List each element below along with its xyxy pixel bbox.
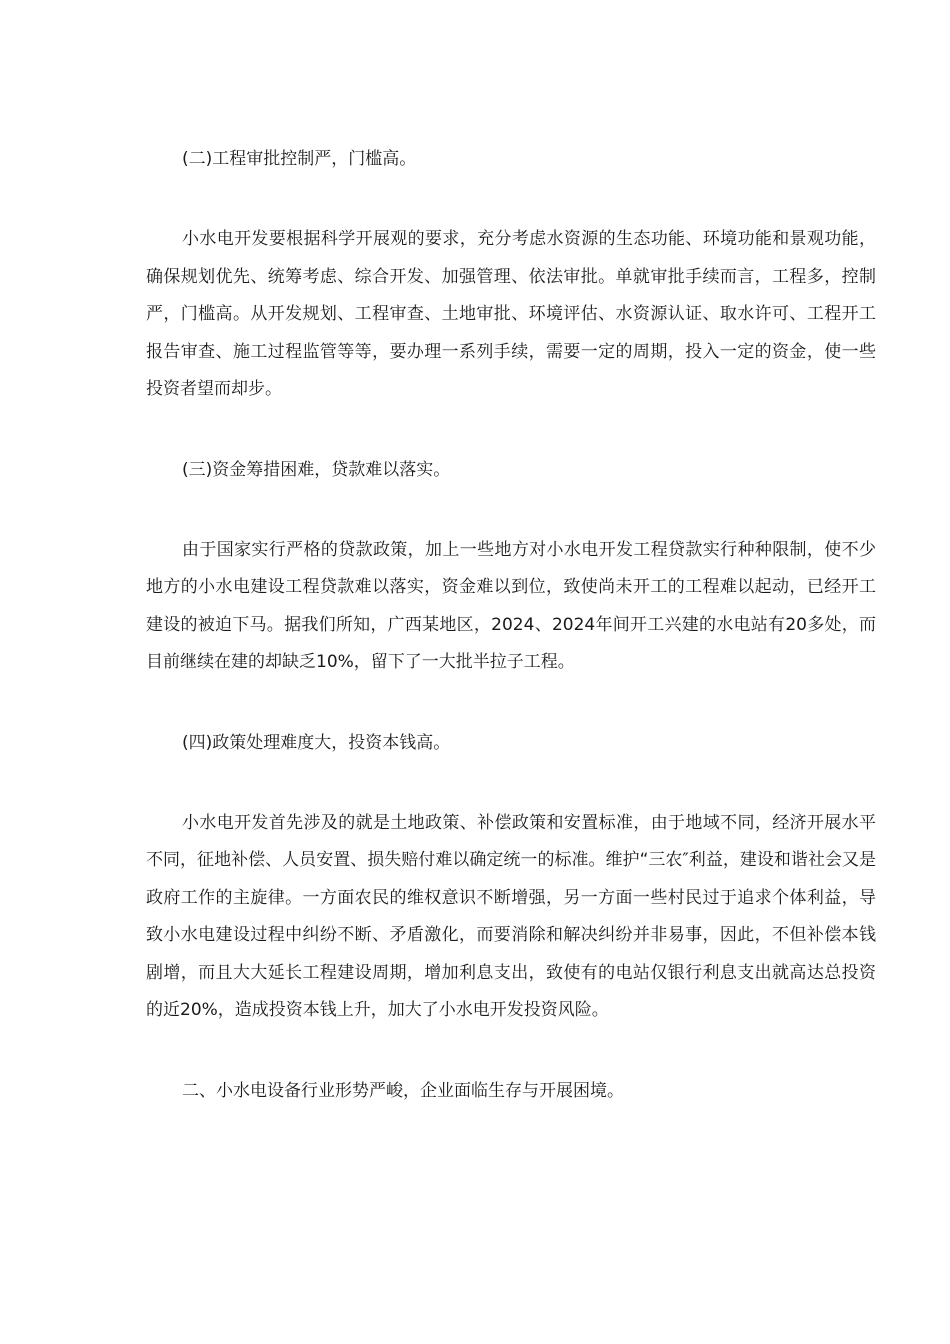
subheading-policy: (四)政策处理难度大，投资本钱高。 xyxy=(182,732,451,753)
subheading-approval: (二)工程审批控制严，门槛高。 xyxy=(182,149,417,169)
paragraph-funding: 由于国家实行严格的贷款政策，加上一些地方对小水电开发工程贷款实行种种限制，使不少地方的小水电建设工程贷款难以落实，资金难以到位，致使尚未开工的工程难以起动，已经开工建设的被迫下马。据我们所知，广西某地区，2024、2024年间开工兴建的水电站有20多处，而目前继续在建的却缺乏10%，留下了一大批半拉子工程。 xyxy=(146,539,876,672)
document-body xyxy=(146,141,876,1110)
paragraph-policy: 小水电开发首先涉及的就是土地政策、补偿政策和安置标准，由于地域不同，经济开展水平不同，征地补偿、人员安置、损失赔付难以确定统一的标准。维护“三农″利益，建设和谐社会又是政府工作的主旋律。一方面农民的维权意识不断增强，另一方面一些村民过于追求个体利益，导致小水电建设过程中纠纷不断、矛盾激化，而要消除和解决纠纷并非易事，因此，不但补偿本钱剧增，而且大大延长工程建设周期，增加利息支出，致使有的电站仅银行利息支出就高达总投资的近20%，造成投资本钱上升，加大了小水电开发投资风险。 xyxy=(146,812,876,1020)
section-heading-equipment: 二、小水电设备行业形势严峻，企业面临生存与开展困境。 xyxy=(182,1080,624,1101)
paragraph-approval: 小水电开发要根据科学开展观的要求，充分考虑水资源的生态功能、环境功能和景观功能，确保规划优先、统筹考虑、综合开发、加强管理、依法审批。单就审批手续而言，工程多，控制严，门槛高。从开发规划、工程审查、土地审批、环境评估、水资源认证、取水许可、工程开工报告审查、施工过程监管等等，要办理一系列手续，需要一定的周期，投入一定的资金，使一些投资者望而却步。 xyxy=(146,229,876,399)
subheading-funding: (三)资金筹措困难，贷款难以落实。 xyxy=(182,459,451,480)
